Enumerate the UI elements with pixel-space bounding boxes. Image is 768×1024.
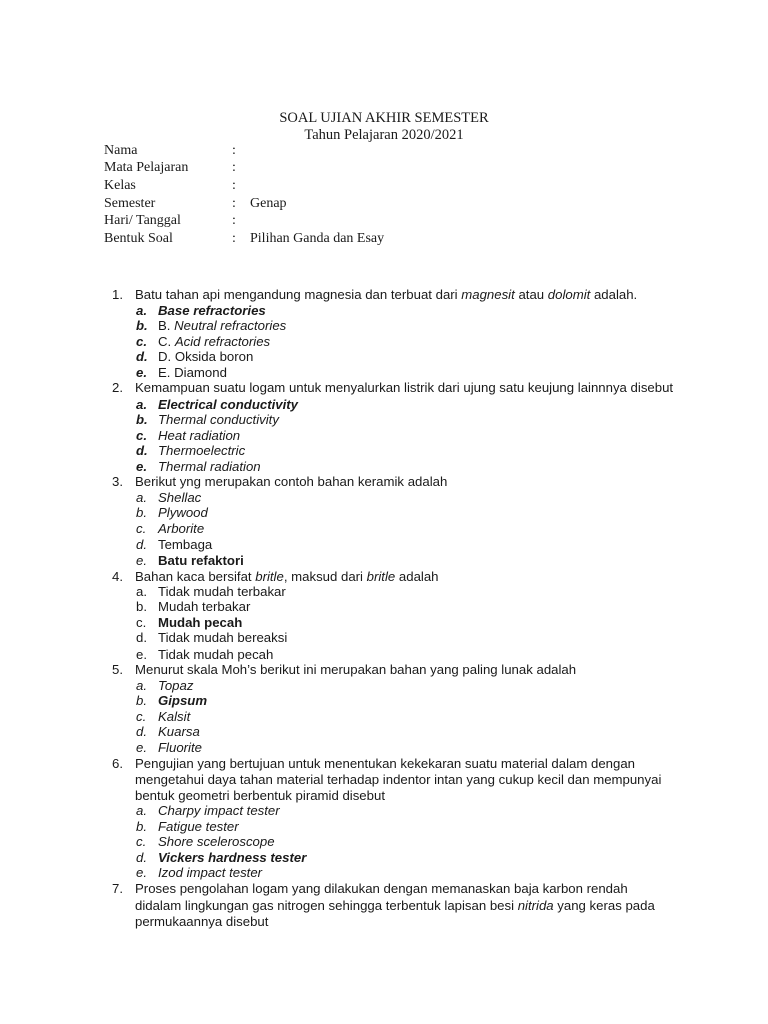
question-text: Bahan kaca bersifat britle, maksud dari britle adalah — [135, 569, 439, 584]
option-text: Tidak mudah bereaksi — [158, 630, 288, 645]
option-letter: b. — [136, 318, 148, 333]
field-label: Nama — [104, 143, 138, 158]
option-text: Mudah pecah — [158, 615, 243, 630]
option-text: Arborite — [158, 521, 205, 536]
option-letter: e. — [136, 365, 147, 380]
field-colon: : — [232, 231, 236, 246]
option-letter: d. — [136, 537, 147, 552]
option-letter: b. — [136, 505, 147, 520]
option-letter: c. — [136, 615, 147, 630]
option-letter: c. — [136, 521, 147, 536]
option-letter: a. — [136, 803, 147, 818]
question-text-line: bentuk geometri berbentuk piramid disebut — [135, 788, 385, 803]
option-text: Thermal radiation — [158, 459, 261, 474]
option-letter: d. — [136, 850, 147, 865]
option-letter: a. — [136, 397, 147, 412]
option-letter: e. — [136, 553, 147, 568]
field-label: Semester — [104, 196, 156, 211]
option-text: Tidak mudah pecah — [158, 647, 274, 662]
option-text: B. Neutral refractories — [158, 318, 287, 333]
option-text: Vickers hardness tester — [158, 850, 307, 865]
field-value: Genap — [250, 196, 287, 211]
option-letter: c. — [136, 334, 147, 349]
question-text-line: Proses pengolahan logam yang dilakukan dengan memanaskan baja karbon rendah — [135, 881, 628, 896]
question-number: 2. — [112, 380, 123, 395]
option-letter: d. — [136, 724, 147, 739]
option-text: Gipsum — [158, 693, 208, 708]
option-text: Mudah terbakar — [158, 599, 251, 614]
option-text: Base refractories — [158, 303, 266, 318]
option-text: Thermoelectric — [158, 443, 246, 458]
option-text: Electrical conductivity — [158, 397, 298, 412]
option-letter: a. — [136, 490, 147, 505]
option-text: Tidak mudah terbakar — [158, 584, 286, 599]
option-text: E. Diamond — [158, 365, 227, 380]
field-colon: : — [232, 178, 236, 193]
option-text: Kalsit — [158, 709, 191, 724]
option-letter: c. — [136, 428, 147, 443]
question-text: Berikut yng merupakan contoh bahan keramik adalah — [135, 474, 448, 489]
field-label: Hari/ Tanggal — [104, 213, 181, 228]
option-text: Fluorite — [158, 740, 202, 755]
field-colon: : — [232, 160, 236, 175]
field-colon: : — [232, 143, 236, 158]
option-letter: b. — [136, 693, 147, 708]
option-letter: b. — [136, 599, 147, 614]
question-text-line: didalam lingkungan gas nitrogen sehingga terbentuk lapisan besi nitrida yang keras pada — [135, 898, 655, 913]
option-text: Batu refaktori — [158, 553, 244, 568]
question-number: 1. — [112, 287, 123, 302]
question-text: Menurut skala Moh’s berikut ini merupakan bahan yang paling lunak adalah — [135, 662, 577, 677]
question-number: 6. — [112, 756, 123, 771]
option-letter: d. — [136, 630, 147, 645]
option-letter: e. — [136, 459, 147, 474]
option-letter: a. — [136, 584, 147, 599]
question-number: 4. — [112, 569, 123, 584]
document-title: SOAL UJIAN AKHIR SEMESTER — [279, 110, 489, 126]
option-text: Plywood — [158, 505, 208, 520]
field-label: Mata Pelajaran — [104, 160, 189, 175]
option-text: Topaz — [158, 678, 194, 693]
field-value: Pilihan Ganda dan Esay — [250, 231, 385, 246]
field-label: Bentuk Soal — [104, 231, 173, 246]
option-letter: b. — [136, 412, 148, 427]
option-letter: e. — [136, 740, 147, 755]
option-text: Heat radiation — [158, 428, 241, 443]
question-number: 3. — [112, 474, 123, 489]
field-colon: : — [232, 196, 236, 211]
option-letter: e. — [136, 865, 147, 880]
option-letter: a. — [136, 303, 147, 318]
option-text: Kuarsa — [158, 724, 200, 739]
question-text: Batu tahan api mengandung magnesia dan terbuat dari magnesit atau dolomit adalah. — [135, 287, 638, 302]
option-letter: e. — [136, 647, 147, 662]
field-colon: : — [232, 213, 236, 228]
option-text: Thermal conductivity — [158, 412, 279, 427]
option-text: Tembaga — [158, 537, 213, 552]
option-text: Shore sceleroscope — [158, 834, 275, 849]
field-label: Kelas — [104, 178, 136, 193]
option-text: C. Acid refractories — [158, 334, 271, 349]
question-text: Kemampuan suatu logam untuk menyalurkan listrik dari ujung satu keujung lainnnya disebut — [135, 380, 674, 395]
question-number: 5. — [112, 662, 123, 677]
option-letter: d. — [136, 443, 148, 458]
question-number: 7. — [112, 881, 123, 896]
question-text-line: Pengujian yang bertujuan untuk menentukan kekekaran suatu material dalam dengan — [135, 756, 635, 771]
option-letter: d. — [136, 349, 148, 364]
option-letter: c. — [136, 709, 147, 724]
question-text-line: permukaannya disebut — [135, 914, 269, 929]
option-text: Charpy impact tester — [158, 803, 280, 818]
option-text: Shellac — [158, 490, 202, 505]
option-text: Izod impact tester — [158, 865, 263, 880]
option-text: D. Oksida boron — [158, 349, 254, 364]
option-letter: b. — [136, 819, 147, 834]
question-text-line: mengetahui daya tahan material terhadap indentor intan yang cukup kecil dan mempunyai — [135, 772, 662, 787]
document-subtitle: Tahun Pelajaran 2020/2021 — [304, 127, 464, 143]
option-letter: a. — [136, 678, 147, 693]
option-letter: c. — [136, 834, 147, 849]
option-text: Fatigue tester — [158, 819, 239, 834]
